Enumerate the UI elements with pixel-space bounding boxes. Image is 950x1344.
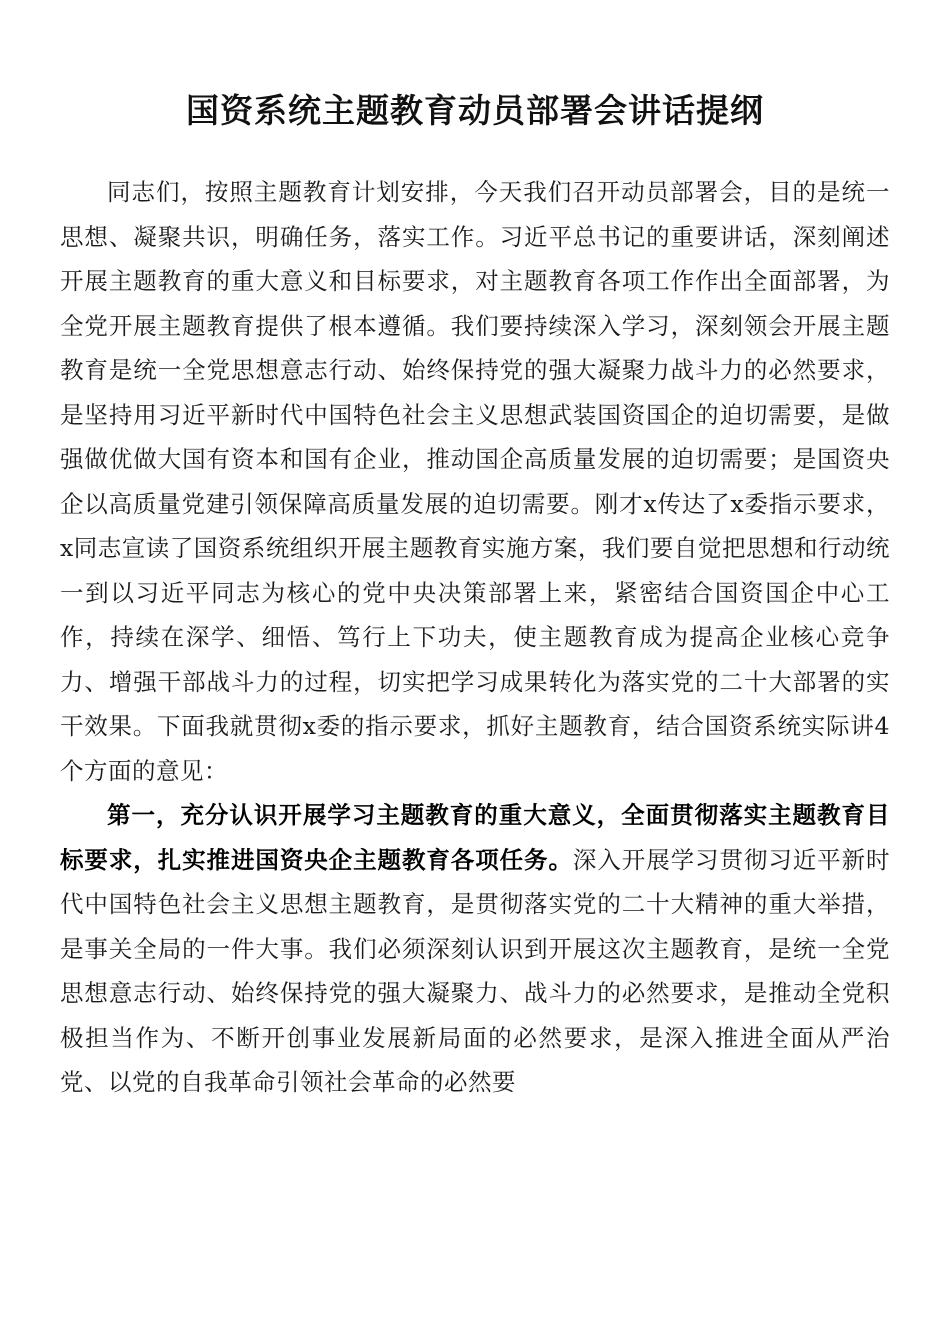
opening-paragraph: 同志们，按照主题教育计划安排，今天我们召开动员部署会，目的是统一思想、凝聚共识，明确任务，落实工作。习近平总书记的重要讲话，深刻阐述开展主题教育的重大意义和目标要求，对主题教育各项工作作出全面部署，为全党开展主题教育提供了根本遵循。我们要持续深入学习，深刻领会开展主题教育是统一全党思想意志行动、始终保持党的强大凝聚力战斗力的必然要求，是坚持用习近平新时代中国特色社会主义思想武装国资国企的迫切需要，是做强做优做大国有资本和国有企业，推动国企高质量发展的迫切需要；是国资央企以高质量党建引领保障高质量发展的迫切需要。刚才x传达了x委指示要求，x同志宣读了国资系统组织开展主题教育实施方案，我们要自觉把思想和行动统一到以习近平同志为核心的党中央决策部署上来，紧密结合国资国企中心工作，持续在深学、细悟、笃行上下功夫，使主题教育成为提高企业核心竞争力、增强干部战斗力的过程，切实把学习成果转化为落实党的二十大部署的实干效果。下面我就贯彻x委的指示要求，抓好主题教育，结合国资系统实际讲4个方面的意见： [60,178,890,785]
document-title: 国资系统主题教育动员部署会讲话提纲 [186,91,764,130]
document-body [60,170,890,1105]
section-1-paragraph [60,793,890,1105]
section-1-heading: 第一，充分认识开展学习主题教育的重大意义，全面贯彻落实主题教育目标要求，扎实推进国资央企主题教育各项任务。 [60,801,890,874]
section-1-body: 深入开展学习贯彻习近平新时代中国特色社会主义思想主题教育，是贯彻落实党的二十大精神的重大举措，是事关全局的一件大事。我们必须深刻认识到开展这次主题教育，是统一全党思想意志行动、始终保持党的强大凝聚力、战斗力的必然要求，是推动全党积极担当作为、不断开创事业发展新局面的必然要求，是深入推进全面从严治党、以党的自我革命引领社会革命的必然要 [60,845,891,1096]
